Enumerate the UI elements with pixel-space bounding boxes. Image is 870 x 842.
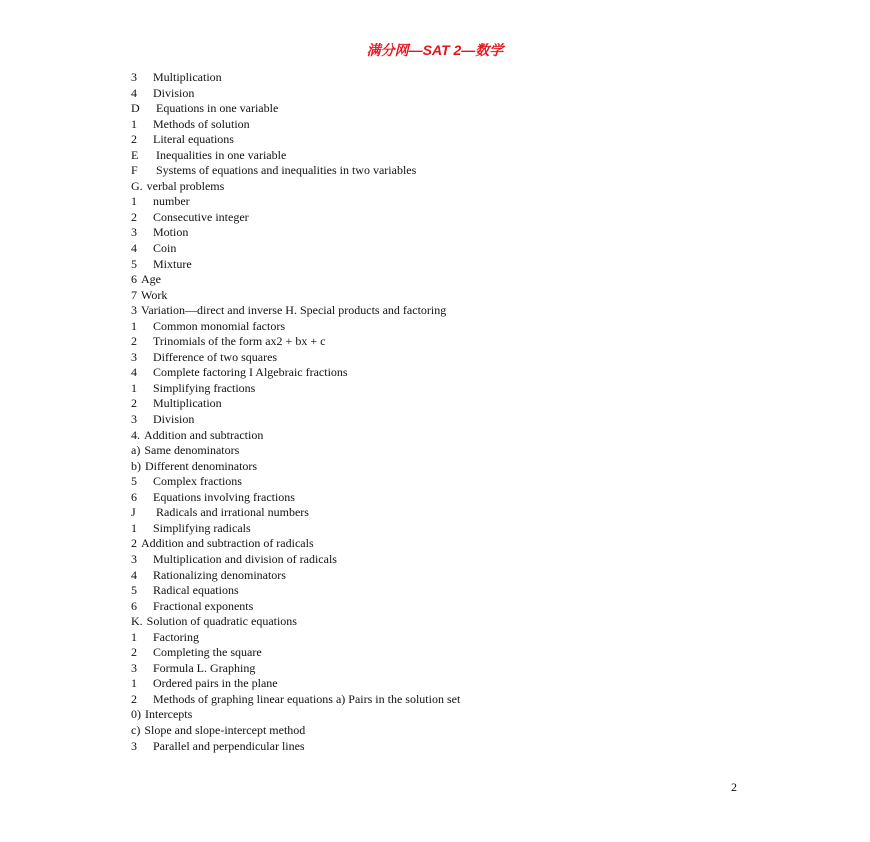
outline-item <box>131 381 811 397</box>
outline-item-text: Simplifying radicals <box>153 520 251 535</box>
outline-item <box>131 179 811 195</box>
outline-item-marker: b) <box>131 458 141 473</box>
outline-item <box>131 583 811 599</box>
outline-item-text: Multiplication <box>153 70 222 84</box>
outline-item <box>131 210 811 226</box>
outline-item-marker: 6 <box>131 272 137 287</box>
outline-item-marker: 2 <box>131 691 137 706</box>
outline-item-marker: 1 <box>131 116 137 131</box>
outline-item-text: Variation—direct and inverse H. Special products and factoring <box>141 303 447 318</box>
outline-item-marker: 2 <box>131 132 137 147</box>
outline-item-text: Simplifying fractions <box>153 380 256 395</box>
outline-item-text: Completing the square <box>153 645 262 660</box>
outline-item-marker: 1 <box>131 629 137 644</box>
outline-item-text: Methods of graphing linear equations a) Pairs in the solution set <box>153 691 461 706</box>
outline-item-marker: D <box>131 101 140 116</box>
outline-item-marker: 3 <box>131 551 137 566</box>
outline-item-marker: 1 <box>131 676 137 691</box>
outline-item-marker: K. <box>131 614 143 629</box>
outline-item-text: Literal equations <box>153 132 234 147</box>
outline-item-text: Addition and subtraction of radicals <box>141 536 314 551</box>
outline-item-marker: 3 <box>131 738 137 753</box>
outline-item-marker: 3 <box>131 660 137 675</box>
outline-item-text: Ordered pairs in the plane <box>153 676 278 691</box>
outline-item <box>131 132 811 148</box>
outline-item <box>131 257 811 273</box>
outline-item-text: number <box>153 194 190 209</box>
outline-item-marker: 5 <box>131 583 137 598</box>
outline-item <box>131 412 811 428</box>
outline-item-marker: 2 <box>131 334 137 349</box>
page-header-title: 满分网—SAT 2—数学 <box>366 42 504 58</box>
outline-item <box>131 148 811 164</box>
page-number: 2 <box>731 780 737 794</box>
outline-item-text: Formula L. Graphing <box>153 660 256 675</box>
outline-item <box>131 645 811 661</box>
outline-item-marker: 3 <box>131 303 137 318</box>
outline-item-marker: 3 <box>131 70 137 84</box>
outline-item <box>131 288 811 304</box>
outline-item-text: Systems of equations and inequalities in two variables <box>153 163 417 178</box>
outline-item-text: Division <box>153 85 195 100</box>
outline-item-text: Addition and subtraction <box>144 427 264 442</box>
outline-item-text: Intercepts <box>145 707 193 722</box>
outline-item <box>131 630 811 646</box>
outline-item-text: Common monomial factors <box>153 318 285 333</box>
outline-item-marker: 2 <box>131 209 137 224</box>
outline-item-text: Multiplication <box>153 396 222 411</box>
outline-item <box>131 723 811 739</box>
outline-item <box>131 241 811 257</box>
outline-item-marker: 1 <box>131 520 137 535</box>
outline-item-marker: 4 <box>131 85 137 100</box>
outline-item-marker: 0) <box>131 707 141 722</box>
outline-item <box>131 101 811 117</box>
outline-item-marker: 4. <box>131 427 140 442</box>
outline-item <box>131 676 811 692</box>
outline-item-text: Coin <box>153 241 177 256</box>
outline-item-text: verbal problems <box>146 178 225 193</box>
outline-item-marker: 1 <box>131 194 137 209</box>
outline-item-text: Equations involving fractions <box>153 489 295 504</box>
outline-item-text: Trinomials of the form ax2 + bx + c <box>153 334 326 349</box>
outline-item <box>131 117 811 133</box>
outline-item-marker: F <box>131 163 138 178</box>
outline-item <box>131 428 811 444</box>
outline-item <box>131 70 811 86</box>
outline-item-text: Parallel and perpendicular lines <box>153 738 305 753</box>
outline-item-text: Age <box>141 272 161 287</box>
outline-item-marker: 4 <box>131 241 137 256</box>
outline-item-marker: 3 <box>131 412 137 427</box>
outline-item-marker: 2 <box>131 536 137 551</box>
outline-item-marker: a) <box>131 443 141 458</box>
outline-item <box>131 568 811 584</box>
outline-item-text: Methods of solution <box>153 116 250 131</box>
outline-item-marker: J <box>131 505 136 520</box>
outline-item <box>131 614 811 630</box>
outline-item <box>131 334 811 350</box>
outline-item <box>131 443 811 459</box>
outline-item-marker: 4 <box>131 365 137 380</box>
outline-item <box>131 319 811 335</box>
outline-item <box>131 225 811 241</box>
outline-item-marker: 7 <box>131 287 137 302</box>
outline-item-text: Different denominators <box>145 458 258 473</box>
outline-item-text: Work <box>141 287 168 302</box>
outline-item <box>131 350 811 366</box>
outline-item-text: Radical equations <box>153 583 239 598</box>
outline-item-text: Same denominators <box>144 443 240 458</box>
outline-item-text: Factoring <box>153 629 199 644</box>
outline-item-marker: 3 <box>131 225 137 240</box>
outline-item <box>131 365 811 381</box>
outline-item-text: Consecutive integer <box>153 209 249 224</box>
outline-item-text: Motion <box>153 225 189 240</box>
outline-item-marker: G. <box>131 178 143 193</box>
outline-item-text: Complete factoring I Algebraic fractions <box>153 365 348 380</box>
outline-item-marker: 6 <box>131 489 137 504</box>
outline-item-text: Mixture <box>153 256 192 271</box>
outline-item-marker: 2 <box>131 645 137 660</box>
outline-item-text: Complex fractions <box>153 474 242 489</box>
outline-item-marker: 3 <box>131 349 137 364</box>
outline-item-text: Fractional exponents <box>153 598 254 613</box>
outline-list <box>131 70 811 754</box>
outline-item-marker: 1 <box>131 380 137 395</box>
outline-item <box>131 521 811 537</box>
outline-item-marker: 6 <box>131 598 137 613</box>
outline-item-marker: 1 <box>131 318 137 333</box>
outline-item <box>131 692 811 708</box>
outline-item <box>131 272 811 288</box>
outline-item-marker: 4 <box>131 567 137 582</box>
outline-item-text: Equations in one variable <box>153 101 279 116</box>
outline-item <box>131 474 811 490</box>
outline-item <box>131 552 811 568</box>
outline-item <box>131 303 811 319</box>
outline-item-text: Radicals and irrational numbers <box>153 505 309 520</box>
outline-item-text: Multiplication and division of radicals <box>153 551 337 566</box>
outline-item <box>131 163 811 179</box>
outline-item-text: Solution of quadratic equations <box>146 614 297 629</box>
outline-item-text: Inequalities in one variable <box>153 147 287 162</box>
outline-item <box>131 739 811 755</box>
outline-item <box>131 396 811 412</box>
outline-item-marker: 5 <box>131 474 137 489</box>
outline-item-text: Slope and slope-intercept method <box>144 722 306 737</box>
outline-item-marker: 5 <box>131 256 137 271</box>
outline-item <box>131 194 811 210</box>
outline-item-text: Difference of two squares <box>153 349 278 364</box>
outline-item-marker: c) <box>131 722 141 737</box>
outline-item-marker: E <box>131 147 139 162</box>
outline-item-text: Rationalizing denominators <box>153 567 286 582</box>
outline-item <box>131 536 811 552</box>
outline-item <box>131 661 811 677</box>
outline-item <box>131 505 811 521</box>
outline-item-marker: 2 <box>131 396 137 411</box>
outline-item <box>131 490 811 506</box>
outline-item-text: Division <box>153 412 195 427</box>
outline-item <box>131 599 811 615</box>
outline-item <box>131 707 811 723</box>
outline-item <box>131 459 811 475</box>
outline-item <box>131 86 811 102</box>
